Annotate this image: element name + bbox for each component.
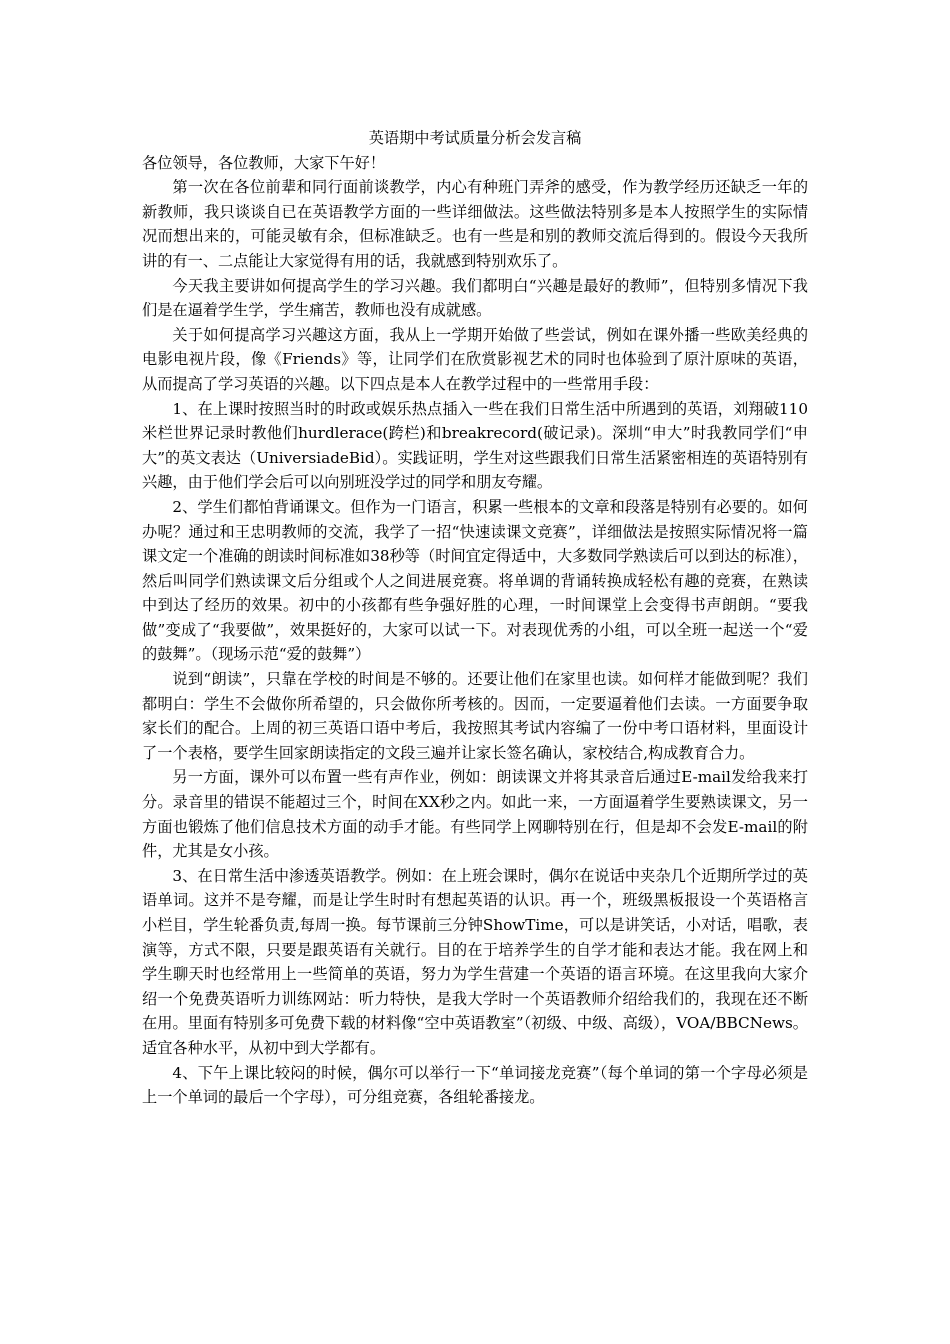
paragraph-4: 1、在上课时按照当时的时政或娱乐热点插入一些在我们日常生活中所遇到的英语，刘翔破110米栏世界记录时教他们hurdlerace(跨栏)和breakrecord(破记录)。深圳“申大”时我教同学们“申大”的英文表达（UniversiadeBid）。实践证明，学生对这些跟我们日常生活紧密相连的英语特别有兴趣，由于他们学会后可以向别班没学过的同学和朋友夸耀。 [142, 399, 808, 492]
document-page [142, 126, 808, 1110]
greeting: 各位领导，各位教师，大家下午好！ [142, 153, 385, 172]
paragraph-6: 说到“朗读”，只靠在学校的时间是不够的。还要让他们在家里也读。如何样才能做到呢？我们都明白：学生不会做你所希望的，只会做你所考核的。因而，一定要逼着他们去读。一方面要争取家长们的配合。上周的初三英语口语中考后，我按照其考试内容编了一份中考口语材料，里面设计了一个表格，要学生回家朗读指定的文段三遍并让家长签名确认，家校结合,构成教育合力。 [142, 670, 808, 762]
paragraph-7: 另一方面，课外可以布置一些有声作业，例如：朗读课文并将其录音后通过E-mail发给我来打分。录音里的错误不能超过三个，时间在XX秒之内。如此一来，一方面逼着学生要熟读课文，另一方面也锻炼了他们信息技术方面的动手才能。有些同学上网聊特别在行，但是却不会发E-mail的附件，尤其是女小孩。 [142, 768, 808, 861]
paragraph-9: 4、下午上课比较闷的时候，偶尔可以举行一下“单词接龙竞赛”（每个单词的第一个字母必须是上一个单词的最后一个字母），可分组竞赛，各组轮番接龙。 [142, 1063, 808, 1107]
paragraph-1: 第一次在各位前辈和同行面前谈教学，内心有种班门弄斧的感受，作为教学经历还缺乏一年的新教师，我只谈谈自已在英语教学方面的一些详细做法。这些做法特别多是本人按照学生的实际情况而想出来的，可能灵敏有余，但标准缺乏。也有一些是和别的教师交流后得到的。假设今天我所讲的有一、二点能让大家觉得有用的话，我就感到特别欢乐了。 [142, 178, 808, 270]
paragraph-5: 2、学生们都怕背诵课文。但作为一门语言，积累一些根本的文章和段落是特别有必要的。如何办呢？通过和王忠明教师的交流，我学了一招“快速读课文竞赛”，详细做法是按照实际情况将一篇课文定一个准确的朗读时间标准如38秒等（时间宜定得适中，大多数同学熟读后可以到达的标准），然后叫同学们熟读课文后分组或个人之间进展竞赛。将单调的背诵转换成轻松有趣的竞赛，在熟读中到达了经历的效果。初中的小孩都有些争强好胜的心理，一时间课堂上会变得书声朗朗。“要我做”变成了“我要做”，效果挺好的，大家可以试一下。对表现优秀的小组，可以全班一起送一个“爱的鼓舞”。（现场示范“爱的鼓舞”） [142, 497, 808, 664]
paragraph-8: 3、在日常生活中渗透英语教学。例如：在上班会课时，偶尔在说话中夹杂几个近期所学过的英语单词。这并不是夸耀，而是让学生时时有想起英语的认识。再一个，班级黑板报设一个英语格言小栏目，学生轮番负责,每周一换。每节课前三分钟ShowTime，可以是讲笑话，小对话，唱歌，表演等，方式不限，只要是跟英语有关就行。目的在于培养学生的自学才能和表达才能。我在网上和学生聊天时也经常用上一些简单的英语，努力为学生营建一个英语的语言环境。在这里我向大家介绍一个免费英语听力训练网站：听力特快，是我大学时一个英语教师介绍给我们的，我现在还不断在用。里面有特别多可免费下载的材料像“空中英语教室”（初级、中级、高级），VOA/BBCNews。适宜各种水平，从初中到大学都有。 [142, 866, 808, 1057]
document-title: 英语期中考试质量分析会发言稿 [368, 129, 582, 147]
paragraph-3: 关于如何提高学习兴趣这方面，我从上一学期开始做了些尝试，例如在课外播一些欧美经典的电影电视片段，像《Friends》等，让同学们在欣赏影视艺术的同时也体验到了原汁原味的英语，从而提高了学习英语的兴趣。以下四点是本人在教学过程中的一些常用手段： [142, 325, 808, 393]
paragraph-2: 今天我主要讲如何提高学生的学习兴趣。我们都明白“兴趣是最好的教师”，但特别多情况下我们是在逼着学生学，学生痛苦，教师也没有成就感。 [142, 276, 808, 320]
